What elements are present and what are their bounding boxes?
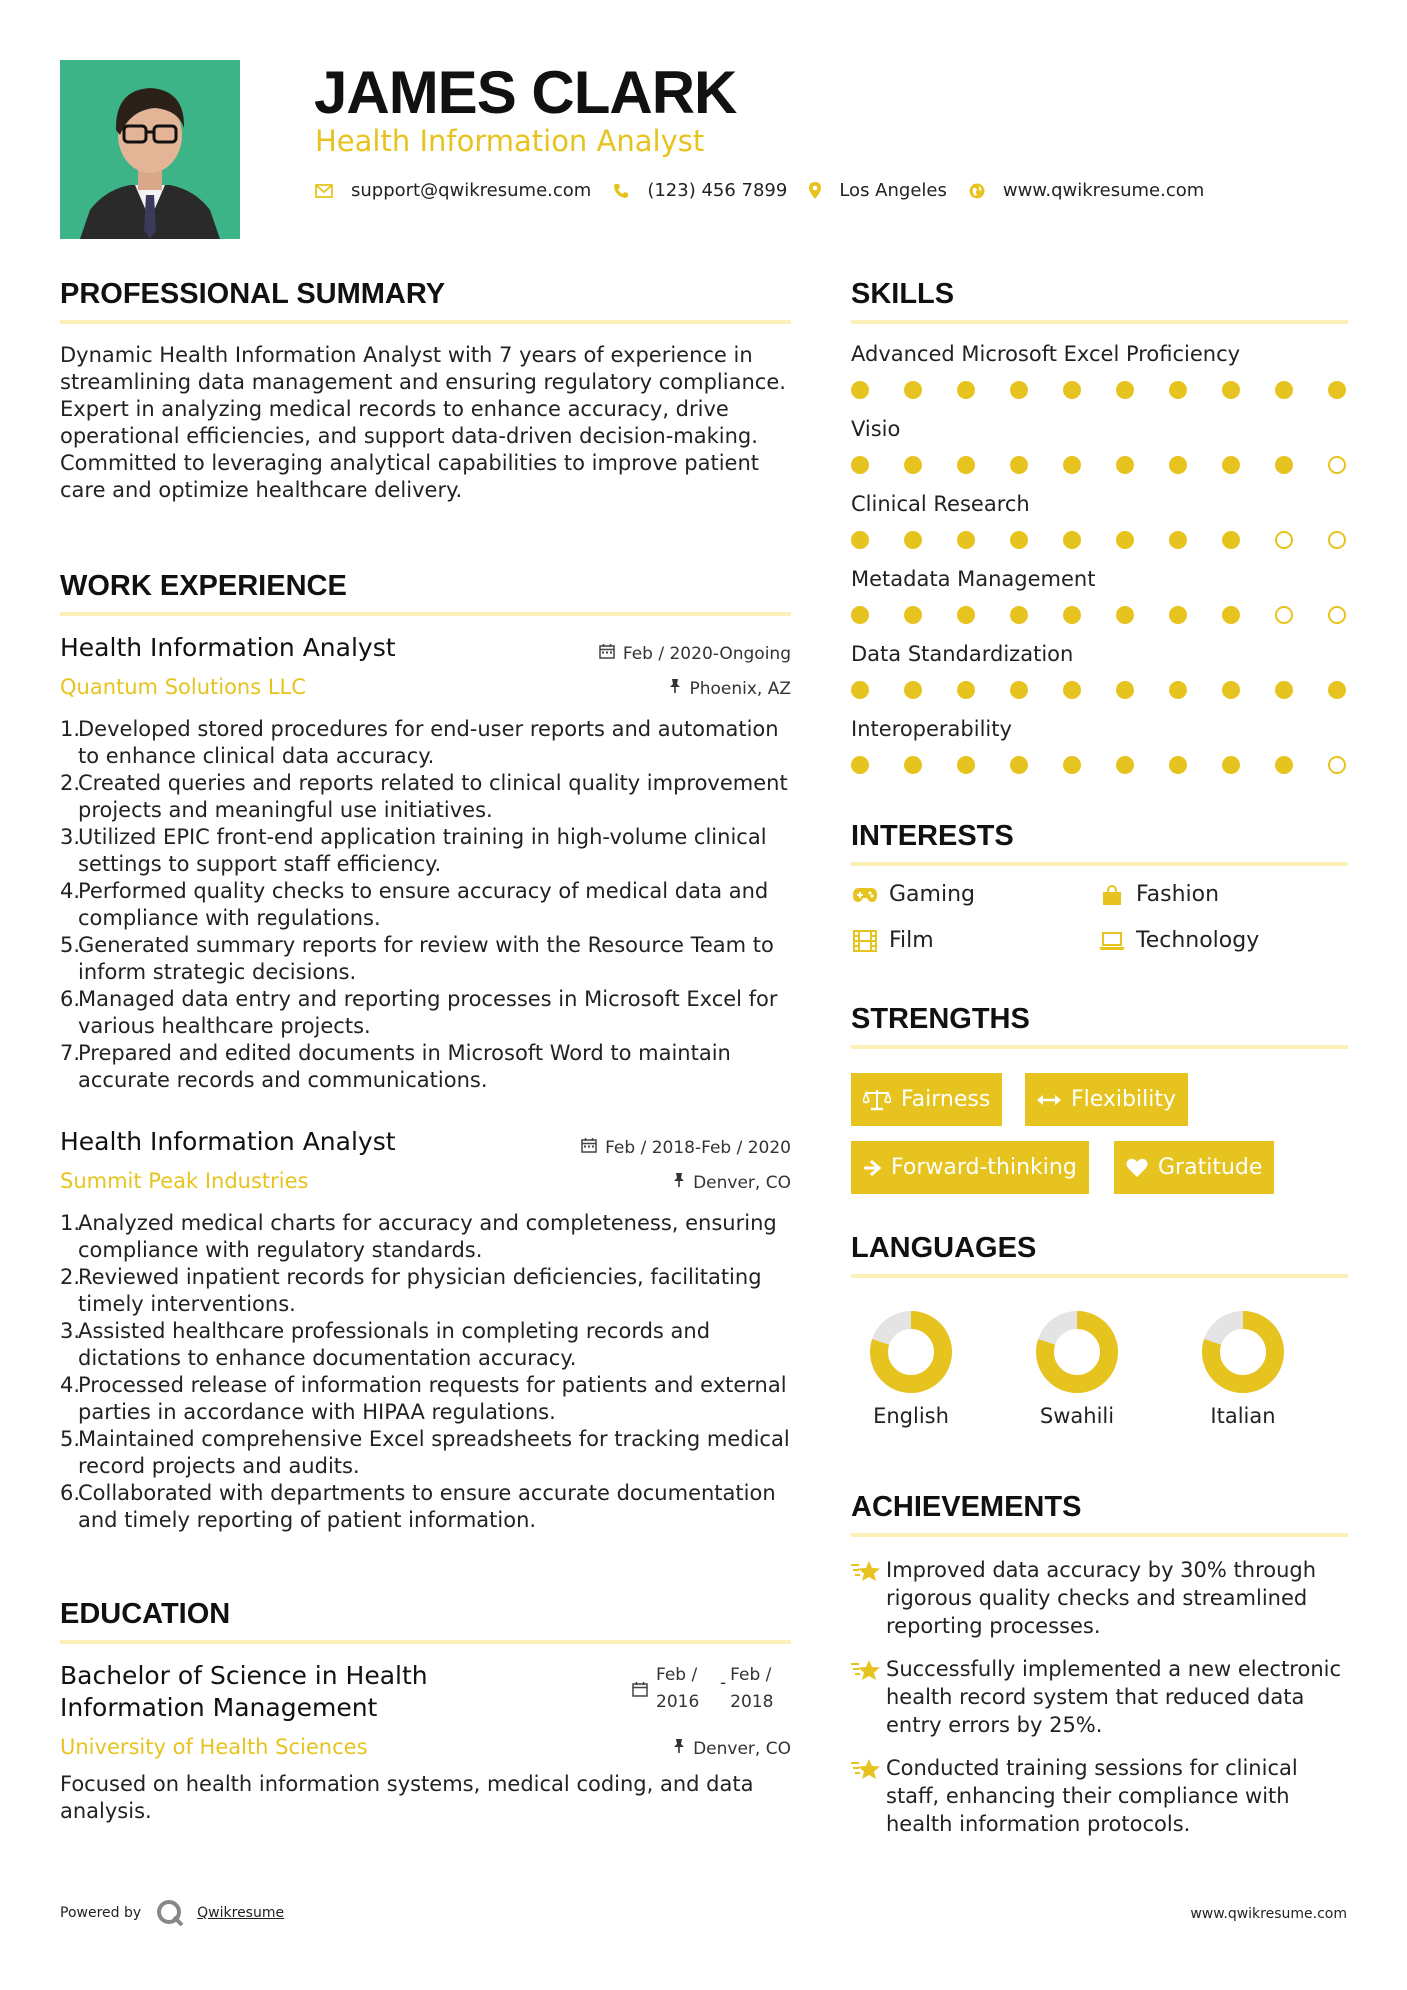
language-name: Italian	[1210, 1404, 1276, 1428]
rating-dot-filled	[904, 456, 922, 474]
rating-dot-filled	[1169, 531, 1187, 549]
bullet-number: 2.	[60, 1265, 81, 1289]
heart-icon	[1126, 1158, 1148, 1178]
rating-dot-filled	[1010, 681, 1028, 699]
job-bullet	[60, 1318, 800, 1372]
skill-name: Interoperability	[851, 717, 1012, 741]
skill-name: Metadata Management	[851, 567, 1096, 591]
skill-rating	[851, 455, 1335, 475]
languages-heading: LANGUAGES	[851, 1232, 1037, 1264]
bullet-text: Managed data entry and reporting processes in Microsoft Excel for various healthcare projects.	[78, 987, 778, 1038]
job-title: Health Information Analyst	[60, 1127, 396, 1156]
rating-dot-filled	[851, 381, 869, 399]
rating-dot-filled	[1222, 456, 1240, 474]
bullet-text: Generated summary reports for review with the Resource Team to inform strategic decisions.	[78, 933, 774, 984]
skill-name: Advanced Microsoft Excel Proficiency	[851, 342, 1241, 366]
bullet-number: 6.	[60, 987, 81, 1011]
strength-badge: Flexibility	[1025, 1073, 1188, 1126]
company-name: Summit Peak Industries	[60, 1169, 309, 1193]
rating-dot-filled	[1275, 456, 1293, 474]
experience-divider	[60, 612, 791, 616]
achievement-text: Conducted training sessions for clinical staff, enhancing their compliance with health information protocols.	[886, 1756, 1298, 1836]
bullet-text: Utilized EPIC front-end application training in high-volume clinical settings to support staff efficiency.	[78, 825, 767, 876]
rating-dot-filled	[1116, 381, 1134, 399]
map-marker-icon	[809, 182, 821, 199]
job-bullets	[60, 1210, 800, 1534]
rating-dot-filled	[904, 381, 922, 399]
bullet-text: Created queries and reports related to clinical quality improvement projects and meaningful use initiatives.	[78, 771, 788, 822]
education-location: Denver, CO	[673, 1738, 791, 1759]
rating-dot-filled	[851, 681, 869, 699]
rating-dot-empty	[1328, 531, 1346, 549]
rating-dot-filled	[957, 606, 975, 624]
job-title: Health Information Analyst	[60, 633, 396, 662]
pin-icon	[673, 1738, 685, 1759]
job-dates: Feb / 2018-Feb / 2020	[581, 1137, 791, 1158]
interests-heading: INTERESTS	[851, 820, 1014, 852]
rating-dot-filled	[904, 681, 922, 699]
rating-dot-filled	[1169, 381, 1187, 399]
rating-dot-filled	[1222, 681, 1240, 699]
achievements-divider	[851, 1533, 1348, 1537]
rating-dot-filled	[1116, 606, 1134, 624]
rating-dot-filled	[1275, 381, 1293, 399]
qwikresume-link[interactable]: Qwikresume	[197, 1905, 285, 1921]
skills-heading: SKILLS	[851, 278, 955, 310]
strengths-heading: STRENGTHS	[851, 1003, 1030, 1035]
pin-icon	[673, 1172, 685, 1193]
bullet-text: Performed quality checks to ensure accuracy of medical data and compliance with regulations.	[78, 879, 769, 930]
rating-dot-filled	[1063, 756, 1081, 774]
rating-dot-filled	[957, 756, 975, 774]
achievement-text: Improved data accuracy by 30% through rigorous quality checks and streamlined reporting processes.	[886, 1558, 1317, 1638]
contact-email[interactable]: support@qwikresume.com	[351, 180, 592, 201]
skills-divider	[851, 320, 1348, 324]
rating-dot-filled	[851, 606, 869, 624]
achievement-item	[850, 1655, 1350, 1739]
rating-dot-empty	[1275, 606, 1293, 624]
rating-dot-empty	[1275, 531, 1293, 549]
language-donut	[1035, 1310, 1119, 1394]
rating-dot-filled	[1222, 606, 1240, 624]
contact-location: Los Angeles	[839, 180, 947, 201]
rating-dot-filled	[1222, 756, 1240, 774]
rating-dot-filled	[957, 531, 975, 549]
skill-rating	[851, 605, 1335, 625]
rating-dot-filled	[851, 531, 869, 549]
degree-title: Bachelor of Science in Health Information Management	[60, 1661, 428, 1722]
job-bullet	[60, 1264, 800, 1318]
language-item	[851, 1310, 971, 1428]
education-description: Focused on health information systems, medical coding, and data analysis.	[60, 1772, 754, 1823]
bullet-text: Maintained comprehensive Excel spreadsheets for tracking medical record projects and audits.	[78, 1427, 790, 1478]
strength-badge: Fairness	[851, 1073, 1002, 1126]
job-bullet	[60, 716, 800, 770]
shopping-bag-icon	[1098, 883, 1126, 907]
education-dash: -	[720, 1673, 727, 1693]
job-bullet	[60, 1040, 800, 1094]
bullet-text: Developed stored procedures for end-user reports and automation to enhance clinical data accuracy.	[78, 717, 779, 768]
strength-badge: Gratitude	[1114, 1141, 1274, 1194]
email-icon	[315, 184, 333, 198]
rating-dot-filled	[1010, 381, 1028, 399]
education-heading: EDUCATION	[60, 1598, 231, 1630]
experience-heading: WORK EXPERIENCE	[60, 570, 347, 602]
powered-by: Powered by Qwikresume	[60, 1898, 284, 1928]
rating-dot-filled	[957, 381, 975, 399]
bullet-number: 3.	[60, 825, 81, 849]
bullet-number: 7.	[60, 1041, 81, 1065]
rating-dot-filled	[1328, 681, 1346, 699]
bullet-number: 4.	[60, 879, 81, 903]
skill-rating	[851, 380, 1335, 400]
rating-dot-filled	[1063, 456, 1081, 474]
rating-dot-filled	[1328, 381, 1346, 399]
job-bullet	[60, 1426, 800, 1480]
contact-phone[interactable]: (123) 456 7899	[647, 180, 788, 201]
contact-bar	[315, 180, 1226, 201]
achievement-text: Successfully implemented a new electronic health record system that reduced data entry errors by 25%.	[886, 1657, 1342, 1737]
summary-heading: PROFESSIONAL SUMMARY	[60, 278, 446, 310]
gamepad-icon	[851, 883, 879, 907]
rating-dot-empty	[1328, 756, 1346, 774]
achievement-item	[850, 1754, 1350, 1838]
laptop-icon	[1098, 929, 1126, 953]
bullet-number: 4.	[60, 1373, 81, 1397]
phone-icon	[613, 183, 629, 199]
profile-photo	[60, 60, 240, 239]
summary-divider	[60, 320, 791, 324]
rating-dot-filled	[1063, 531, 1081, 549]
rating-dot-filled	[957, 456, 975, 474]
strength-badge: Forward-thinking	[851, 1141, 1089, 1194]
language-donut	[1201, 1310, 1285, 1394]
job-location: Phoenix, AZ	[669, 678, 791, 699]
calendar-icon	[599, 643, 615, 664]
footer-website[interactable]: www.qwikresume.com	[1190, 1906, 1347, 1922]
job-bullet	[60, 1372, 800, 1426]
job-dates: Feb / 2020-Ongoing	[599, 643, 791, 664]
rating-dot-filled	[957, 681, 975, 699]
school-name: University of Health Sciences	[60, 1735, 368, 1759]
rating-dot-filled	[904, 756, 922, 774]
skill-name: Visio	[851, 417, 901, 441]
education-start: Feb / 2016	[656, 1665, 700, 1712]
bullet-number: 2.	[60, 771, 81, 795]
rating-dot-filled	[904, 531, 922, 549]
company-name: Quantum Solutions LLC	[60, 675, 306, 699]
rating-dot-empty	[1328, 606, 1346, 624]
skill-rating	[851, 755, 1335, 775]
rating-dot-filled	[1275, 681, 1293, 699]
rating-dot-filled	[1116, 456, 1134, 474]
skill-name: Data Standardization	[851, 642, 1074, 666]
rating-dot-filled	[1116, 531, 1134, 549]
rating-dot-filled	[904, 606, 922, 624]
achievement-item	[850, 1556, 1350, 1640]
skill-name: Clinical Research	[851, 492, 1030, 516]
qwikresume-logo-icon	[155, 1898, 185, 1928]
balance-scale-icon	[863, 1089, 891, 1111]
rating-dot-filled	[1169, 756, 1187, 774]
strengths-divider	[851, 1045, 1348, 1049]
rating-dot-filled	[1275, 756, 1293, 774]
bullet-number: 5.	[60, 933, 81, 957]
job-bullet	[60, 932, 800, 986]
job-bullet	[60, 770, 800, 824]
summary-text: Dynamic Health Information Analyst with 7 years of experience in streamlining data management and ensuring regulatory compliance. Expert in analyzing medical records to enhance accuracy, drive operational efficiencies, and support data-driven decision-making. Committed to leveraging analytical capabilities to improve patient care and optimize healthcare delivery.	[60, 343, 786, 502]
star-icon	[850, 1655, 886, 1739]
rating-dot-filled	[1116, 681, 1134, 699]
bullet-text: Assisted healthcare professionals in completing records and dictations to enhance documentation accuracy.	[78, 1319, 711, 1370]
job-location: Denver, CO	[673, 1172, 791, 1193]
globe-icon	[969, 183, 985, 199]
contact-website[interactable]: www.qwikresume.com	[1002, 180, 1205, 201]
bullet-text: Processed release of information requests for patients and external parties in accordance with HIPAA regulations.	[78, 1373, 787, 1424]
job-bullet	[60, 1210, 800, 1264]
language-item	[1017, 1310, 1137, 1428]
rating-dot-filled	[851, 756, 869, 774]
arrow-right-icon	[863, 1159, 881, 1177]
language-name: Swahili	[1039, 1404, 1115, 1428]
rating-dot-filled	[1063, 681, 1081, 699]
candidate-name: JAMES CLARK	[314, 59, 737, 126]
bullet-text: Collaborated with departments to ensure accurate documentation and timely reporting of patient information.	[78, 1481, 776, 1532]
job-bullets	[60, 716, 800, 1094]
rating-dot-empty	[1328, 456, 1346, 474]
star-icon	[850, 1754, 886, 1838]
bullet-text: Prepared and edited documents in Microsoft Word to maintain accurate records and communications.	[78, 1041, 731, 1092]
education-divider	[60, 1640, 791, 1644]
calendar-icon	[581, 1137, 597, 1158]
rating-dot-filled	[1010, 606, 1028, 624]
rating-dot-filled	[1010, 756, 1028, 774]
bullet-number: 1.	[60, 717, 81, 741]
interests-divider	[851, 862, 1348, 866]
rating-dot-filled	[1010, 456, 1028, 474]
job-bullet	[60, 824, 800, 878]
bullet-number: 1.	[60, 1211, 81, 1235]
calendar-icon	[632, 1679, 648, 1706]
language-donut	[869, 1310, 953, 1394]
star-icon	[850, 1556, 886, 1640]
interest-item: Technology	[1098, 928, 1259, 953]
skill-rating	[851, 680, 1335, 700]
bullet-number: 6.	[60, 1481, 81, 1505]
rating-dot-filled	[1063, 381, 1081, 399]
candidate-title: Health Information Analyst	[315, 124, 705, 158]
languages-divider	[851, 1274, 1348, 1278]
rating-dot-filled	[1116, 756, 1134, 774]
interest-item: Gaming	[851, 882, 975, 907]
language-item	[1183, 1310, 1303, 1428]
bullet-text: Analyzed medical charts for accuracy and completeness, ensuring compliance with regulatory standards.	[78, 1211, 777, 1262]
rating-dot-filled	[1169, 681, 1187, 699]
rating-dot-filled	[1222, 531, 1240, 549]
bullet-text: Reviewed inpatient records for physician deficiencies, facilitating timely interventions.	[78, 1265, 762, 1316]
pin-icon	[669, 678, 681, 699]
rating-dot-filled	[1010, 531, 1028, 549]
rating-dot-filled	[1222, 381, 1240, 399]
education-end: Feb / 2018	[730, 1665, 774, 1712]
job-bullet	[60, 878, 800, 932]
achievements-heading: ACHIEVEMENTS	[851, 1491, 1082, 1523]
film-icon	[851, 929, 879, 953]
skill-rating	[851, 530, 1335, 550]
job-bullet	[60, 986, 800, 1040]
rating-dot-filled	[1063, 606, 1081, 624]
bullet-number: 5.	[60, 1427, 81, 1451]
language-name: English	[873, 1404, 949, 1428]
education-dates	[632, 1662, 778, 1716]
interest-item: Film	[851, 928, 934, 953]
job-bullet	[60, 1480, 800, 1534]
portrait-image	[60, 60, 240, 239]
rating-dot-filled	[851, 456, 869, 474]
rating-dot-filled	[1169, 456, 1187, 474]
bullet-number: 3.	[60, 1319, 81, 1343]
interest-item: Fashion	[1098, 882, 1219, 907]
rating-dot-filled	[1169, 606, 1187, 624]
arrows-horizontal-icon	[1037, 1094, 1061, 1106]
